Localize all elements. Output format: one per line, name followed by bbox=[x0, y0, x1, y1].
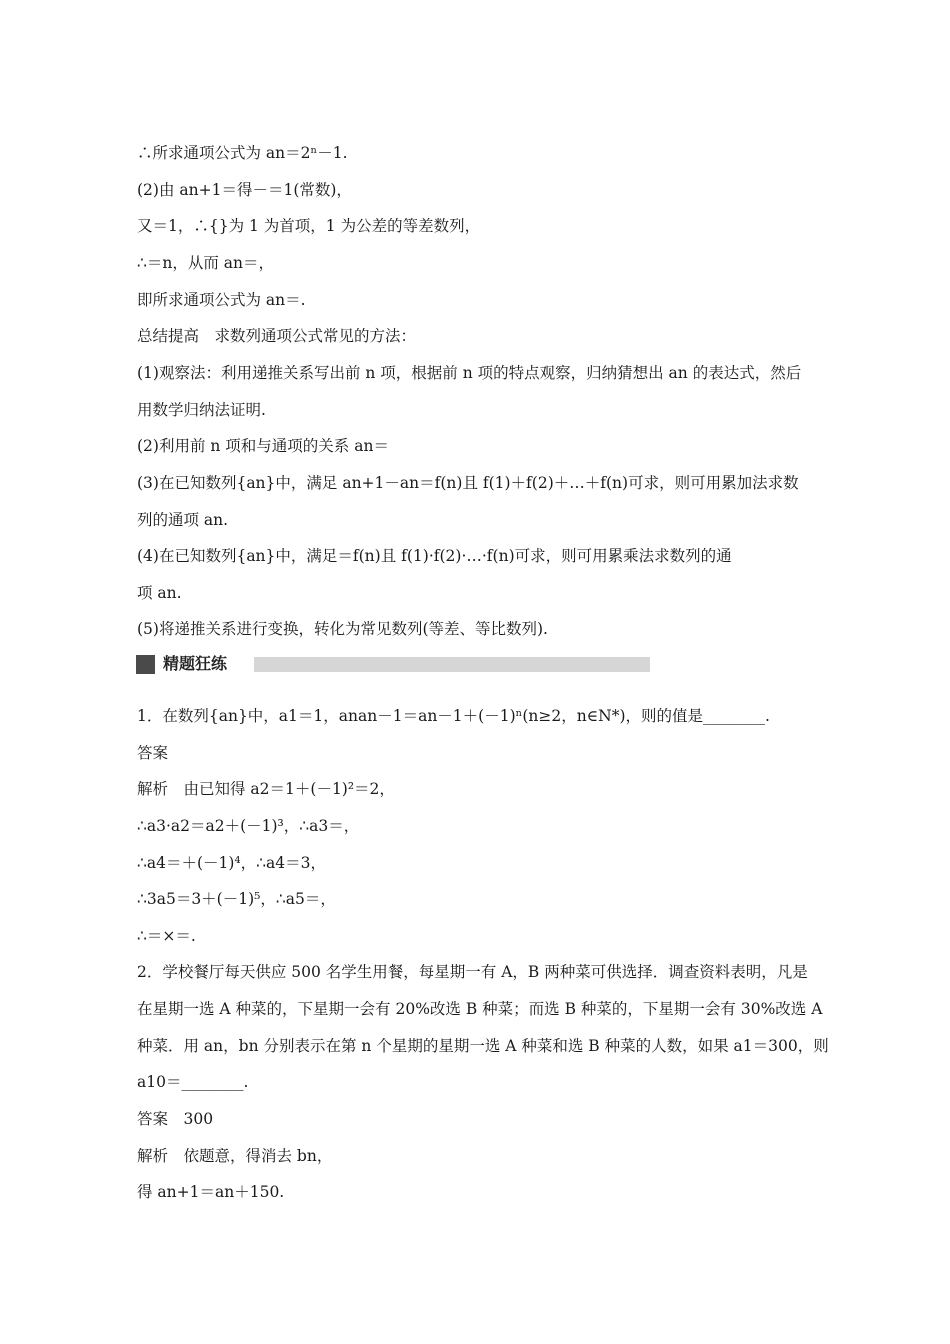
text-line: (1)观察法：利用递推关系写出前 n 项，根据前 n 项的特点观察，归纳猜想出 an 的表达式，然后 bbox=[137, 364, 802, 382]
text-line: 在星期一选 A 种菜的，下星期一会有 20%改选 B 种菜；而选 B 种菜的，下星期一会有 30%改选 A bbox=[137, 1000, 823, 1018]
text-line: ∴所求通项公式为 an＝2ⁿ－1. bbox=[137, 144, 348, 162]
text-line: (3)在已知数列{an}中，满足 an+1－an＝f(n)且 f(1)＋f(2)＋…＋f(n)可求，则可用累加法求数 bbox=[137, 474, 799, 492]
analysis-line: 解析 由已知得 a2＝1＋(－1)²＝2， bbox=[137, 780, 395, 798]
question-2: 2．学校餐厅每天供应 500 名学生用餐，每星期一有 A，B 两种菜可供选择．调查资料表明，凡是 bbox=[137, 963, 808, 981]
analysis-line: 解析 依题意，得消去 bn， bbox=[137, 1147, 333, 1165]
text-line: 列的通项 an. bbox=[137, 511, 229, 529]
text-line: ∴＝n，从而 an＝， bbox=[137, 254, 274, 272]
text-line: a10＝________. bbox=[137, 1073, 249, 1091]
text-line: ∴a3·a2＝a2＋(－1)³，∴a3＝， bbox=[137, 817, 360, 835]
text-line: ∴a4＝＋(－1)⁴，∴a4＝3， bbox=[137, 854, 326, 872]
text-line: (2)由 an+1＝得－＝1(常数)， bbox=[137, 181, 352, 199]
text-line: ∴3a5＝3＋(－1)⁵，∴a5＝， bbox=[137, 890, 336, 908]
text-line: ∴＝×＝. bbox=[137, 927, 196, 945]
answer-label: 答案 bbox=[137, 744, 169, 762]
text-line: 得 an+1＝an＋150. bbox=[137, 1183, 285, 1201]
section-title: 精题狂练 bbox=[163, 654, 228, 673]
text-line: 又＝1，∴{}为 1 为首项，1 为公差的等差数列， bbox=[137, 217, 481, 235]
text-line: 种菜．用 an，bn 分别表示在第 n 个星期的星期一选 A 种菜和选 B 种菜的人数，如果 a1＝300，则 bbox=[137, 1037, 829, 1055]
summary-heading: 总结提高 求数列通项公式常见的方法： bbox=[137, 327, 417, 345]
question-1: 1．在数列{an}中，a1＝1，anan－1＝an－1＋(－1)ⁿ(n≥2，n∈N*)，则的值是________. bbox=[137, 707, 770, 725]
text-line: 项 an. bbox=[137, 584, 182, 602]
section-header bbox=[136, 654, 516, 674]
text-line: 用数学归纳法证明. bbox=[137, 401, 266, 419]
answer-line: 答案 300 bbox=[137, 1110, 214, 1128]
text-line: (5)将递推关系进行变换，转化为常见数列(等差、等比数列). bbox=[137, 620, 548, 638]
section-marker bbox=[136, 655, 155, 674]
text-line: (2)利用前 n 项和与通项的关系 an＝ bbox=[137, 437, 389, 455]
text-line: 即所求通项公式为 an＝. bbox=[137, 291, 306, 309]
text-line: (4)在已知数列{an}中，满足＝f(n)且 f(1)·f(2)·…·f(n)可求，则可用累乘法求数列的通 bbox=[137, 547, 732, 565]
section-bar bbox=[254, 657, 650, 672]
